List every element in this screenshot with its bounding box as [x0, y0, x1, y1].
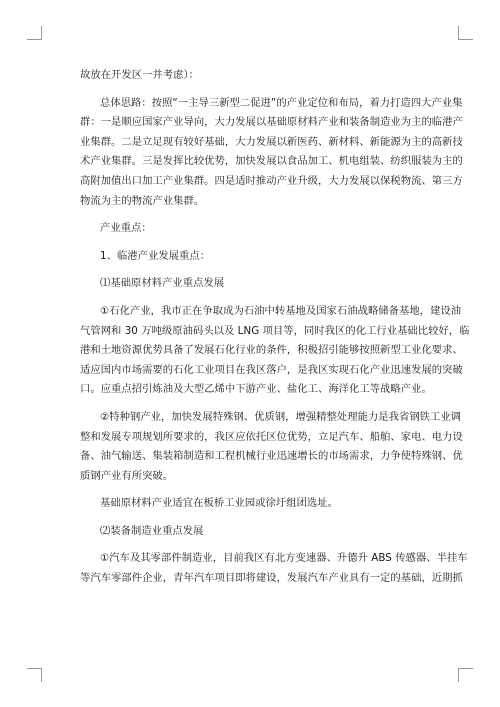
text-line: 高附加值出口加工产业集群。四是适时推动产业升级，大力发展以保税物流、第三方	[80, 174, 463, 187]
paragraph-gap	[80, 86, 437, 94]
text-line: 总体思路：按照“一主导三新型二促进”的产业定位和布局，着力打造四大产业集	[100, 96, 463, 109]
section-heading: 产业重点：	[100, 222, 152, 235]
subsection-heading: 1、临港产业发展重点：	[100, 249, 211, 262]
crop-mark-bottom-left-horizontal	[27, 668, 41, 669]
crop-mark-top-left-horizontal	[27, 39, 41, 40]
paragraph-gap	[80, 294, 437, 302]
text-line: 备、油气输送、集装箱制造和工程机械行业迅速增长的市场需求，力争使特殊钢、优	[80, 450, 463, 463]
crop-mark-bottom-right-horizontal	[459, 668, 473, 669]
text-line: 群：一是顺应国家产业导向，大力发展以基础原材料产业和装备制造业为主的临港产	[80, 116, 463, 129]
subsection-heading: ⑵装备制造业重点发展	[100, 524, 204, 537]
paragraph-gap	[80, 239, 437, 247]
text-line: 口。应重点招引炼油及大型乙烯中下游产业、盐化工、海洋化工等战略产业。	[80, 383, 432, 396]
text-line: ①汽车及其零部件制造业，目前我区有北方变速器、升德升 ABS 传感器、半挂车	[100, 552, 468, 565]
document-body	[80, 66, 470, 589]
subsection-heading: ⑴基础原材料产业重点发展	[100, 277, 225, 290]
text-line: 港和土地资源优势具备了发展石化行业的条件，积极招引能够按照新型工业化要求、	[80, 344, 463, 357]
text-line: 整和发展专项规划所要求的，我区应依托区位优势，立足汽车、船舶、家电、电力设	[80, 430, 463, 443]
text-line: 术产业集群。三是发挥比较优势，加快发展以食品加工、机电组装、纺织服装为主的	[80, 155, 463, 168]
paragraph-gap	[80, 211, 437, 219]
text-line: ②特种钢产业，加快发展特殊钢、优质钢，增强精整处理能力是我省钢铁工业调	[100, 410, 462, 423]
crop-mark-bottom-right-vertical	[458, 668, 459, 682]
paragraph-gap	[80, 400, 437, 408]
crop-mark-top-left-vertical	[41, 26, 42, 40]
text-line: 物流为主的物流产业集群。	[80, 194, 205, 207]
text-line: 故放在开发区一并考虑）：	[80, 69, 200, 81]
paragraph-gap	[80, 266, 437, 274]
paragraph-gap	[80, 541, 437, 549]
crop-mark-bottom-left-vertical	[41, 668, 42, 682]
text-line: ①石化产业，我市正在争取成为石油中转基地及国家石油战略储备基地，建设油	[100, 304, 462, 317]
text-line: 气管网和 30 万吨级原油码头以及 LNG 项目等，同时我区的化工行业基础比较好，临	[80, 324, 470, 337]
paragraph-gap	[80, 514, 437, 522]
text-line: 等汽车零部件企业，青年汽车项目即将建设，发展汽车产业具有一定的基础，近期抓	[80, 572, 463, 585]
paragraph-gap	[80, 486, 437, 494]
text-line: 业集群。二是立足现有较好基础，大力发展以新医药、新材料、新能源为主的高新技	[80, 135, 463, 148]
crop-mark-top-right-horizontal	[459, 39, 473, 40]
crop-mark-top-right-vertical	[458, 26, 459, 40]
text-line: 质钢产业有所突破。	[80, 469, 174, 482]
text-line: 适应国内市场需要的石化工业项目在我区落户，是我区实现石化产业迅速发展的突破	[80, 363, 463, 376]
text-line: 基础原材料产业适宜在板桥工业园或徐圩组团选址。	[100, 497, 338, 510]
